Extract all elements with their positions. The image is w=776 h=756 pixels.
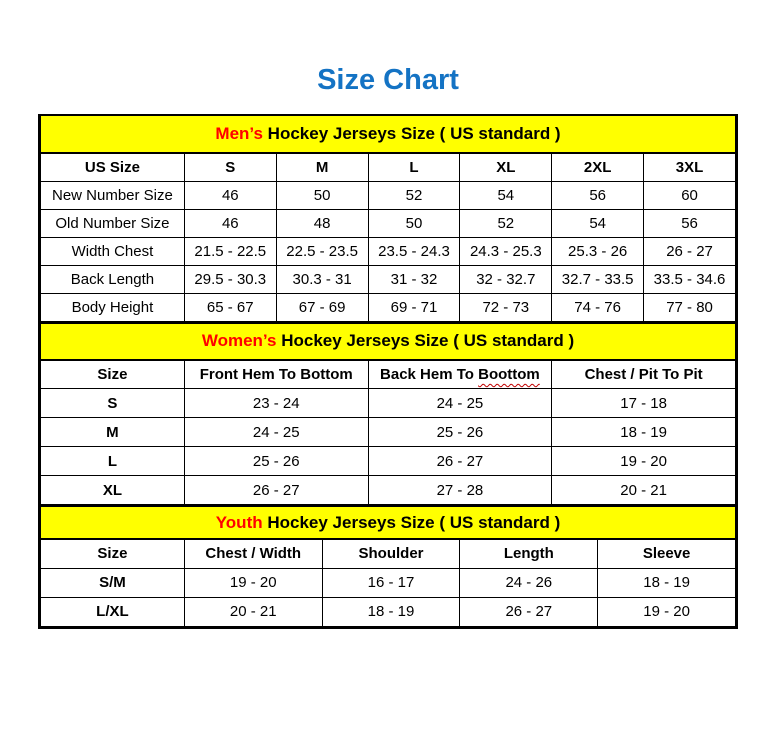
size-value-cell: 18 - 19 <box>598 568 736 597</box>
column-header-cell: M <box>276 153 368 181</box>
size-value-cell: 26 - 27 <box>368 447 552 476</box>
size-value-cell: 24 - 25 <box>368 389 552 418</box>
size-value-cell: 77 - 80 <box>644 293 736 321</box>
youth-title-highlight: Youth <box>215 512 263 532</box>
size-value-cell: 25 - 26 <box>368 418 552 447</box>
size-value-cell: 30.3 - 31 <box>276 265 368 293</box>
size-value-cell: 52 <box>460 209 552 237</box>
size-value-cell: 24 - 26 <box>460 568 598 597</box>
size-value-cell: 74 - 76 <box>552 293 644 321</box>
row-label-cell: S/M <box>41 568 185 597</box>
column-header-cell: US Size <box>41 153 185 181</box>
youth-size-table <box>40 505 736 627</box>
size-value-cell: 18 - 19 <box>552 418 736 447</box>
row-label-cell: L <box>41 447 185 476</box>
column-header-cell: Front Hem To Bottom <box>184 360 368 389</box>
size-value-cell: 22.5 - 23.5 <box>276 237 368 265</box>
womens-header-row <box>41 360 736 389</box>
table-row <box>41 597 736 626</box>
size-value-cell: 65 - 67 <box>184 293 276 321</box>
size-value-cell: 48 <box>276 209 368 237</box>
table-row <box>41 389 736 418</box>
womens-section-band <box>41 323 736 360</box>
size-value-cell: 26 - 27 <box>460 597 598 626</box>
size-value-cell: 32 - 32.7 <box>460 265 552 293</box>
table-row <box>41 265 736 293</box>
column-header-cell: 3XL <box>644 153 736 181</box>
table-row <box>41 293 736 321</box>
size-value-cell: 27 - 28 <box>368 476 552 505</box>
mens-title-rest: Hockey Jerseys Size ( US standard ) <box>262 124 561 143</box>
size-value-cell: 16 - 17 <box>322 568 460 597</box>
womens-title-highlight: Women’s <box>201 331 277 350</box>
row-label-cell: L/XL <box>41 597 185 626</box>
youth-header-row <box>41 539 736 568</box>
column-header-cell: Chest / Width <box>184 539 322 568</box>
column-header-cell: Length <box>460 539 598 568</box>
column-header-cell: 2XL <box>552 153 644 181</box>
size-value-cell: 72 - 73 <box>460 293 552 321</box>
column-header-cell: XL <box>460 153 552 181</box>
size-value-cell: 21.5 - 22.5 <box>184 237 276 265</box>
size-value-cell: 50 <box>276 181 368 209</box>
table-row <box>41 447 736 476</box>
size-value-cell: 56 <box>552 181 644 209</box>
size-value-cell: 17 - 18 <box>552 389 736 418</box>
size-value-cell: 20 - 21 <box>552 476 736 505</box>
youth-section-band <box>41 506 736 539</box>
table-row <box>41 209 736 237</box>
size-value-cell: 25 - 26 <box>184 447 368 476</box>
size-value-cell: 29.5 - 30.3 <box>184 265 276 293</box>
misspelled-word: Boottom <box>478 365 540 383</box>
mens-section-title <box>41 116 736 153</box>
row-label-cell: Old Number Size <box>41 209 185 237</box>
column-header-cell: Chest / Pit To Pit <box>552 360 736 389</box>
size-value-cell: 24 - 25 <box>184 418 368 447</box>
size-value-cell: 18 - 19 <box>322 597 460 626</box>
column-header-cell: S <box>184 153 276 181</box>
youth-title-rest: Hockey Jerseys Size ( US standard ) <box>262 512 561 532</box>
size-value-cell: 50 <box>368 209 460 237</box>
size-value-cell: 19 - 20 <box>598 597 736 626</box>
page-title: Size Chart <box>317 64 459 96</box>
womens-section-title <box>41 323 736 360</box>
mens-title-highlight: Men’s <box>215 124 263 143</box>
size-tables-container <box>38 114 738 629</box>
size-value-cell: 33.5 - 34.6 <box>644 265 736 293</box>
column-header-cell: Size <box>41 539 185 568</box>
row-label-cell: XL <box>41 476 185 505</box>
size-value-cell: 23.5 - 24.3 <box>368 237 460 265</box>
column-header-cell: Shoulder <box>322 539 460 568</box>
size-value-cell: 69 - 71 <box>368 293 460 321</box>
column-header-cell: Size <box>41 360 185 389</box>
size-value-cell: 56 <box>644 209 736 237</box>
row-label-cell: Body Height <box>41 293 185 321</box>
size-value-cell: 52 <box>368 181 460 209</box>
table-row <box>41 181 736 209</box>
size-value-cell: 67 - 69 <box>276 293 368 321</box>
size-value-cell: 31 - 32 <box>368 265 460 293</box>
womens-title-rest: Hockey Jerseys Size ( US standard ) <box>276 331 575 350</box>
size-value-cell: 24.3 - 25.3 <box>460 237 552 265</box>
size-value-cell: 19 - 20 <box>552 447 736 476</box>
row-label-cell: S <box>41 389 185 418</box>
size-value-cell: 54 <box>460 181 552 209</box>
table-row <box>41 237 736 265</box>
size-value-cell: 46 <box>184 181 276 209</box>
size-value-cell: 23 - 24 <box>184 389 368 418</box>
size-value-cell: 46 <box>184 209 276 237</box>
mens-header-row <box>41 153 736 181</box>
size-chart-page <box>0 64 776 629</box>
mens-size-table <box>40 116 736 322</box>
size-value-cell: 26 - 27 <box>184 476 368 505</box>
size-value-cell: 26 - 27 <box>644 237 736 265</box>
column-header-cell: Sleeve <box>598 539 736 568</box>
womens-size-table <box>40 322 736 506</box>
row-label-cell: Width Chest <box>41 237 185 265</box>
size-value-cell: 32.7 - 33.5 <box>552 265 644 293</box>
table-row <box>41 568 736 597</box>
table-row <box>41 476 736 505</box>
mens-section-band <box>41 116 736 153</box>
size-value-cell: 60 <box>644 181 736 209</box>
row-label-cell: New Number Size <box>41 181 185 209</box>
table-row <box>41 418 736 447</box>
column-header-cell: L <box>368 153 460 181</box>
column-header-cell <box>368 360 552 389</box>
column-header-text: Back Hem To <box>380 365 479 383</box>
size-value-cell: 54 <box>552 209 644 237</box>
size-value-cell: 19 - 20 <box>184 568 322 597</box>
row-label-cell: M <box>41 418 185 447</box>
size-value-cell: 20 - 21 <box>184 597 322 626</box>
size-value-cell: 25.3 - 26 <box>552 237 644 265</box>
row-label-cell: Back Length <box>41 265 185 293</box>
youth-section-title <box>41 506 736 539</box>
